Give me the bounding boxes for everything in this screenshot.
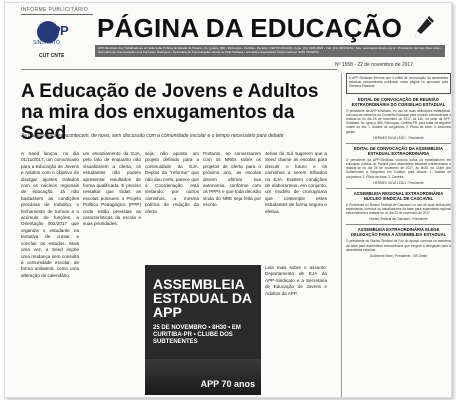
- edital-section: [346, 97, 451, 140]
- ad-title: ASSEMBLEIA ESTADUAL DA APP: [153, 276, 252, 320]
- header-divider: [21, 69, 337, 70]
- edital-signature: HERMES SILVA LEÃO - Presidente: [373, 135, 424, 140]
- edital-section: [346, 191, 451, 222]
- ad-info: 25 DE NOVEMBRO • 8H30 • EM CURITIBA-PR • CLUBE DOS SUBTENENTES: [153, 325, 241, 345]
- newspaper-page: [4, 2, 452, 398]
- header-banner: APP-Sindicato dos Trabalhadores em Educação Pública do Estado do Paraná • Av. Iguaçu, 880 • Rebouças • Curitiba • Paraná • CEP 80.230-020 • Fone: (41) 3026-9822 • Fax: (41) 3222-5261 • Site: www.appsindicato.org.br • Presidente: Hermes Silva Leão • Secretário de Comunicação: Luiz Fernando Rodrigues • Secretária de Comunicação: Vanda do Pilar Santana • Jornalista responsável: Pedro Carrano (MTb 7224/PR): [95, 45, 445, 57]
- edital-body: O presidente da APP-Sindicato, no uso de suas atribuições estatutárias, convoca os membros do Conselho Estadual para reunião extraordinária a realizar-se no dia 24 de novembro de 2017, às 14h, na sede da APP-Sindicato, Av. Iguaçu, 880, Rebouças, Curitiba-PR, para tratar da seguinte ordem do dia: 1. Análise de conjuntura; 2. Plano de lutas; 3. Assuntos gerais.: [346, 108, 451, 134]
- app-sindicato-logo: [23, 21, 81, 63]
- edital-signature: Guilherme Marc | Presidente - NS Oeste: [369, 254, 428, 259]
- edital-body: O presidente do Núcleo Sindical de Foz do Iguaçu convoca os membros da base para assembleia extraordinária que elegerá a delegação para a assembleia estadual.: [346, 239, 451, 252]
- edital-heading: EDITAL DE CONVOCAÇÃO DA ASSEMBLEIA ESTADUAL EXTRAORDINÁRIA: [353, 145, 444, 156]
- edital-signature: Núcleo Sindical de Cascavel - Presidente: [369, 217, 428, 222]
- edition-number: Nº 1558 - 22 de novembro de 2017: [335, 62, 413, 68]
- ad-badge: APP 70 anos: [200, 379, 255, 389]
- edital-section: [346, 227, 451, 258]
- logo-subtitle: SINDICATO: [33, 40, 60, 46]
- edital-divider: [346, 143, 451, 144]
- edital-top-text: A APP-Sindicato informa que o edital de convocação da assembleia estadual extraordinária publicado nesta página foi aprovado pela Diretoria Estadual.: [349, 76, 448, 89]
- article-column-4: Portanto, ao conversarem com os NREs sobre os projetos de oferta para o próximo ano, as escolas devem afirmar sua autonomia, conforme com os PPPs e que toda decisão vinda do NRE seja feita por escrito.: [203, 151, 261, 208]
- informe-tag: INFORME PUBLICITÁRIO: [21, 7, 89, 13]
- edital-column: [341, 73, 451, 397]
- article-column-2: um esvaziamento da EJA, pelo fato de enquanto não visualizarem a oferta, os estudantes não podem apresentar resultados de forma qualificada. É preciso ressaltar que todas as escolas possuem o Projeto Político Pedagógico (PPP) onde estão previstas as características da escola e suas prioridades.: [83, 151, 141, 227]
- article-column-1: A Seed lançou, no dia 01/11/2017, um comunicado para a Educação de Jovens e Adultos com o objetivo de divulgar ajustes tratados com os núcleos regionais de educação. Já não bastassem as condições precárias de trabalho, o fechamento de turmas e o acúmulo de funções, a Orientação 002/2017 que organiza o estudante na tentativa de cursar e concluir os estudos. Mais uma vez, a Seed impõe uma mudança sem consulta à comunidade escolar, de forma unilateral, como uma alteração de calendário.: [21, 151, 79, 278]
- edital-signature: HERMES SILVA LEÃO - Presidente: [373, 180, 424, 185]
- logo-mark: APP: [43, 23, 69, 38]
- edital-heading: EDITAL DE CONVOCAÇÃO DE REUNIÃO EXTRAORDINÁRIA DO CONSELHO ESTADUAL: [351, 96, 446, 107]
- article-headline: A Educação de Jovens e Adultos na mira dos enxugamentos da Seed: [21, 81, 319, 144]
- edital-top-box: [346, 73, 451, 94]
- ad-crowd-image: [145, 359, 261, 395]
- article-column-3: seja, não aponta um projeto definido para a continuidade da EJA. Depois da "reforma" que não deu certo, parece que a Coordenação está tentando, por outros caminhos, a mesma política de redução da oferta.: [145, 151, 199, 214]
- edital-heading: ASSEMBLEIA REGIONAL EXTRAORDINÁRIA NÚCLEO SINDICAL DE CASCAVEL: [353, 190, 444, 201]
- article-column-5: Jerias do Sul sugerem que a Seed chame as escolas para discutir o futuro e os caminhos a serem trilhados na EJA. Existem condições de elaborarmos, em conjunto, um modelo de cronograma que contemple estes estudantes de forma segura e efetiva.: [265, 151, 327, 214]
- page-title: PÁGINA DA EDUCAÇÃO: [97, 13, 403, 43]
- edital-body: O presidente da APP-Sindicato convoca todos os trabalhadores em educação pública do Paraná para assembleia estadual extraordinária a realizar-se no dia 25 de novembro de 2017, às 8h30, no Clube dos Subtenentes e Sargentos em Curitiba, para discutir: 1. Análise de conjuntura; 2. Plano de lutas; 3. Carreira.: [346, 157, 451, 179]
- article-column-7: Leia mais sobre o assunto: Departamento de EJA da APP-Sindicato e a Secretaria de Educação de Jovens e Adultos da APP.: [265, 265, 327, 296]
- assembly-advertisement: [145, 265, 261, 395]
- pen-icon: [413, 15, 435, 39]
- edital-section: [346, 146, 451, 185]
- logo-affiliation: CUT CNTE: [39, 53, 65, 59]
- edital-divider: [346, 224, 451, 225]
- edital-divider: [346, 188, 451, 189]
- tag-underline: [21, 14, 93, 15]
- edital-heading: ASSEMBLEIA EXTRAORDINÁRIA ELEGE DELEGAÇÃO PARA A ASSEMBLEIA ESTADUAL: [350, 227, 447, 238]
- article-subhead: As transformações acontecem, de novo, sem discussão com a comunidade escolar e o tempo necessário para debate: [21, 133, 284, 139]
- edital-body: A Presidente do Núcleo Sindical de Cascavel, no uso de suas atribuições estatutárias, convoca os trabalhadores da base para assembleia regional extraordinária a realizar-se no dia 23 de novembro de 2017.: [346, 202, 451, 216]
